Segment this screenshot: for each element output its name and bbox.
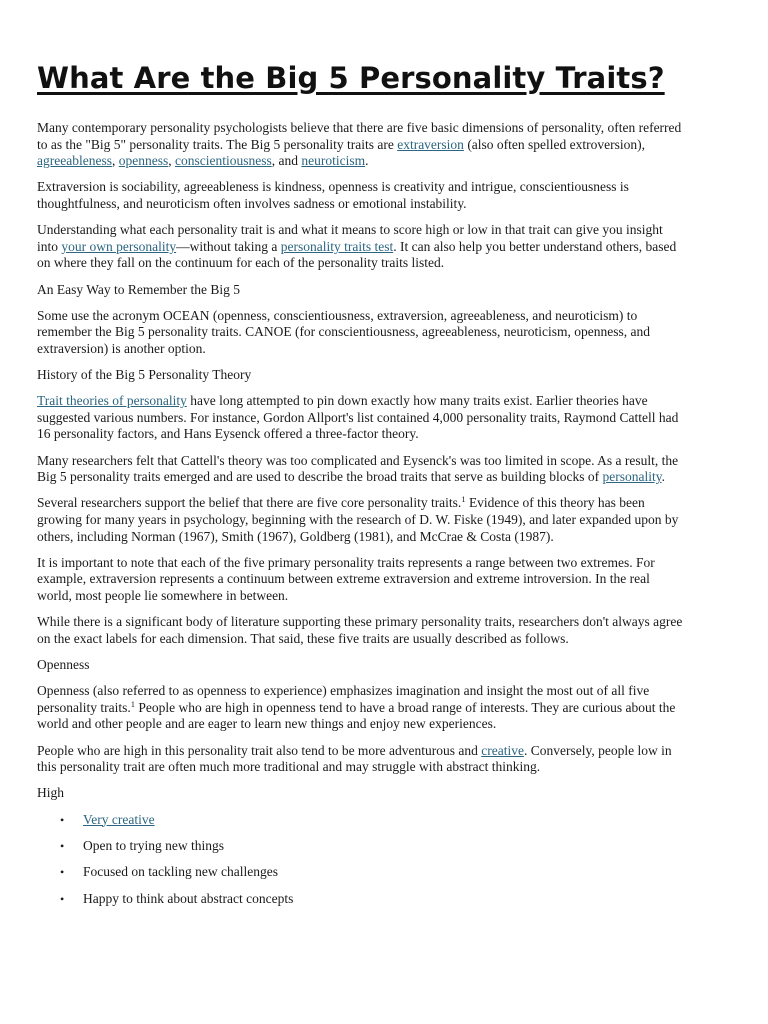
link-personality-traits-test[interactable]: personality traits test	[280, 238, 394, 254]
bullet: •	[60, 891, 65, 906]
footnote-ref[interactable]: 1	[130, 698, 135, 709]
heading-openness: Openness	[37, 656, 90, 672]
history-paragraph-1: Trait theories of personality have long attempted to pin down exactly how many traits exist. Earlier theories have suggested various numbers. For instance, Gordon Allport's list contained 4,000 personality traits, Raymond Cattell had 16 personality factors, and Hans Eysenck offered a three-factor theory.	[37, 393, 679, 442]
link-conscientiousness[interactable]: conscientiousness	[174, 153, 272, 169]
list-item: • Focused on tackling new challenges	[60, 864, 278, 880]
bullet: •	[60, 838, 65, 853]
heading-history: History of the Big 5 Personality Theory	[37, 367, 252, 383]
link-very-creative[interactable]: Very creative	[83, 811, 155, 827]
link-extraversion[interactable]: extraversion	[397, 136, 464, 152]
list-item	[60, 811, 683, 829]
link-openness[interactable]: openness	[118, 153, 169, 169]
intro-paragraph: Many contemporary personality psychologists believe that there are five basic dimensions of personality, often referred to as the "Big 5" personality traits. The Big 5 personality traits are extraversion (also often spelled extroversion), agreeableness, openness, conscientiousness, and neuroticism.	[37, 120, 682, 169]
list-item: • Happy to think about abstract concepts	[60, 890, 294, 906]
link-your-own-personality[interactable]: your own personality	[61, 238, 177, 254]
footnote-ref[interactable]: 1	[461, 494, 466, 505]
understanding-paragraph: Understanding what each personality trait is and what it means to score high or low in that trait can give you insight into your own personality—without taking a personality traits test. It can also help you better understand others, based on where they fall on the continuum for each of the personality traits listed.	[37, 222, 677, 271]
link-neuroticism[interactable]: neuroticism	[301, 153, 366, 169]
article	[37, 58, 683, 917]
heading-high: High	[37, 785, 64, 801]
link-creative[interactable]: creative	[481, 742, 524, 758]
summary-paragraph: Extraversion is sociability, agreeableness is kindness, openness is creativity and intrigue, conscientiousness is thoughtfulness, and neuroticism often involves sadness or emotional instability.	[37, 179, 629, 211]
history-paragraph-3: Several researchers support the belief that there are five core personality traits.$^1$ Evidence of this theory has been growing for many years in psychology, beginning with the research of D. W. Fiske (1949), and later expanded upon by others, including Norman (1967), Smith (1967), Goldberg (1981), and McCrae & Costa (1987).	[37, 494, 679, 544]
openness-paragraph-1: Openness (also referred to as openness to experience) emphasizes imagination and insight the most out of all five personality traits.$^1$ People who are high in openness tend to have a broad range of interests. They are curious about the world and other people and are eager to learn new things and enjoy new experiences.	[37, 683, 676, 732]
heading-remember: An Easy Way to Remember the Big 5	[37, 281, 241, 297]
range-paragraph: It is important to note that each of the five primary personality traits represents a range between two extremes. For example, extraversion represents a continuum between extreme extraversion and extreme introversion. In the real world, most people lie somewhere in between.	[37, 554, 655, 603]
link-agreeableness[interactable]: agreeableness	[37, 153, 112, 169]
bullet: •	[60, 812, 65, 827]
high-openness-list	[37, 812, 683, 908]
link-personality[interactable]: personality	[602, 469, 662, 485]
list-item: • Open to trying new things	[60, 837, 224, 853]
remember-paragraph: Some use the acronym OCEAN (openness, conscientiousness, extraversion, agreeableness, and neuroticism) to remember the Big 5 personality traits. CANOE (for conscientiousness, agreeableness, neuroticism, openness, and extraversion) is another option.	[37, 307, 650, 356]
history-paragraph-2: Many researchers felt that Cattell's theory was too complicated and Eysenck's was too limited in scope. As a result, the Big 5 personality traits emerged and are used to describe the broad traits that serve as building blocks of personality.	[37, 452, 679, 485]
labels-paragraph: While there is a significant body of literature supporting these primary personality traits, researchers don't always agree on the exact labels for each dimension. That said, these five traits are usually described as follows.	[37, 614, 683, 646]
link-trait-theories[interactable]: Trait theories of personality	[37, 393, 187, 409]
openness-paragraph-2: People who are high in this personality trait also tend to be more adventurous and creative. Conversely, people low in this personality trait are often much more traditional and may struggle with abstract thinking.	[37, 742, 672, 775]
bullet: •	[60, 865, 65, 880]
page-title: What Are the Big 5 Personality Traits?	[37, 61, 665, 95]
